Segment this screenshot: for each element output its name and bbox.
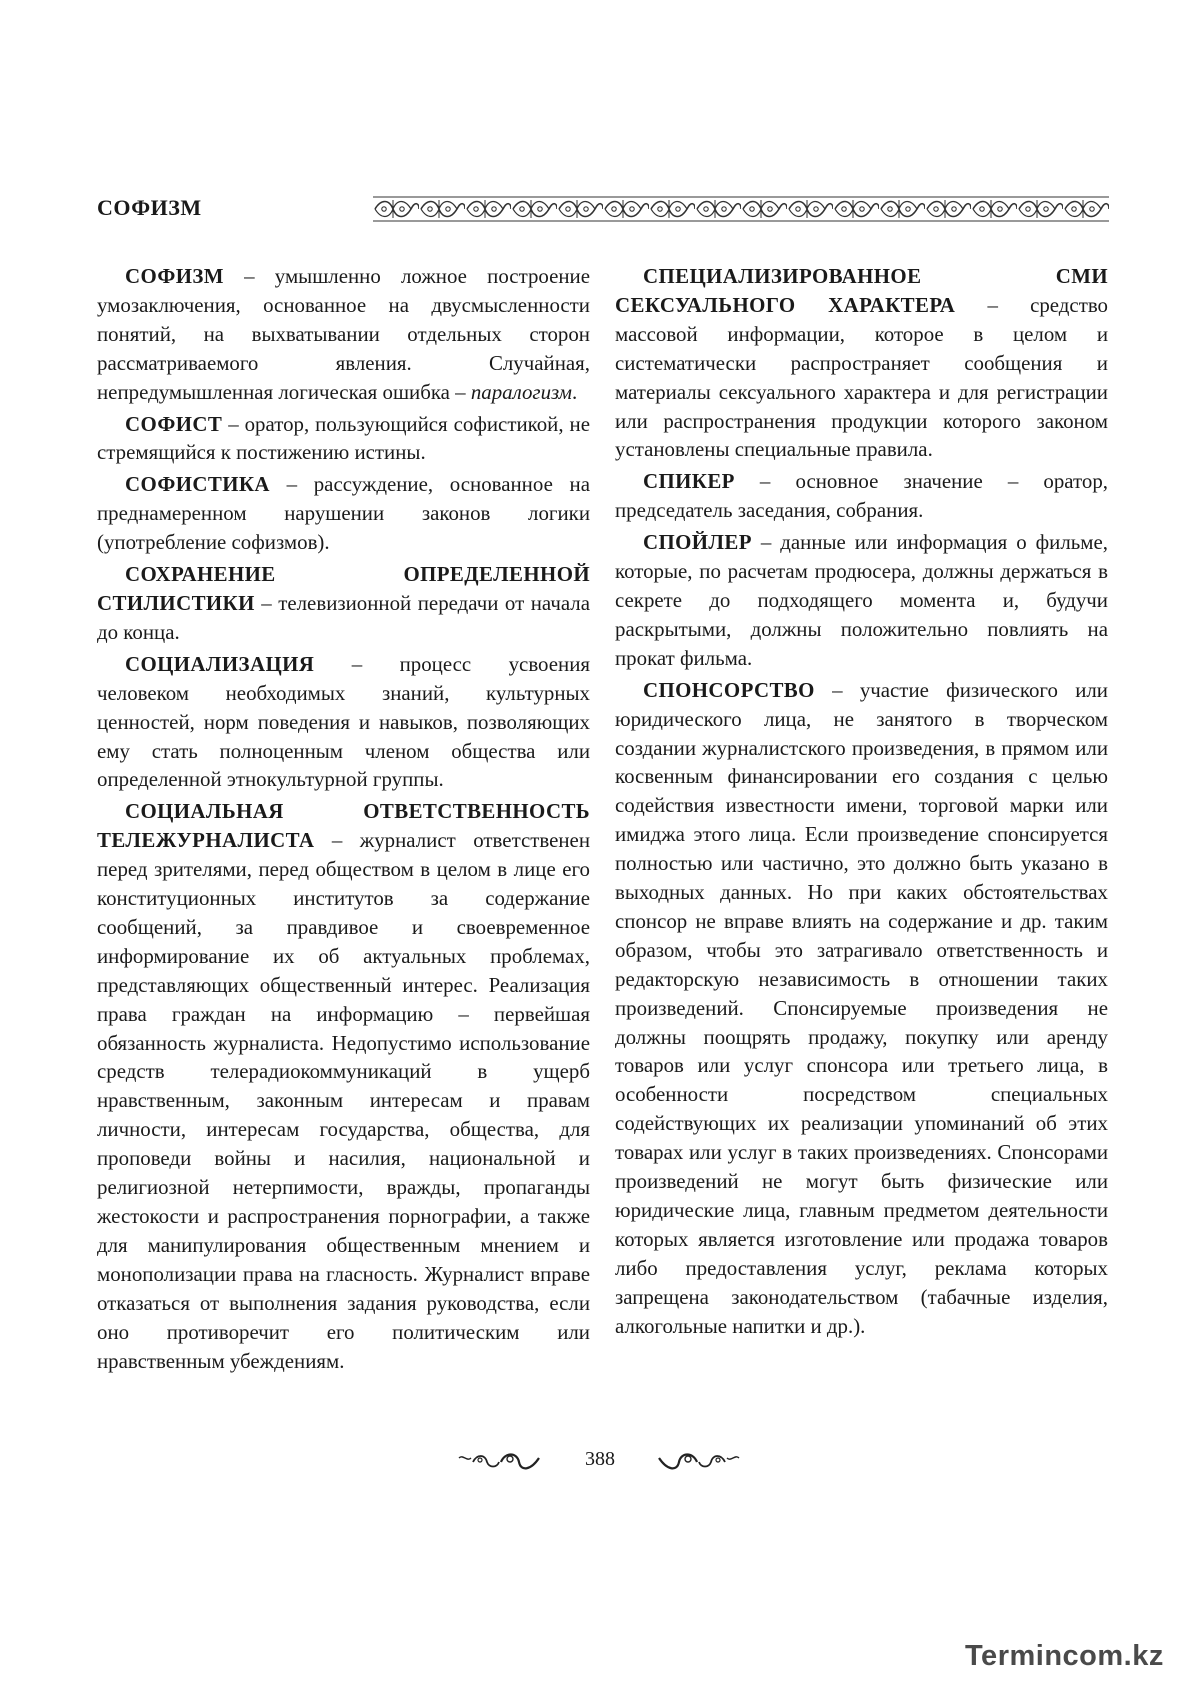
dictionary-entry bbox=[97, 797, 590, 1375]
swirl-ornament-icon bbox=[455, 1450, 543, 1474]
entry-emphasis: паралогизм bbox=[470, 379, 572, 404]
entry-term: СОХРАНЕНИЕ ОПРЕДЕЛЕННОЙ СТИЛИСТИКИ bbox=[97, 562, 590, 615]
entry-definition: – данные или информация о фильме, которые, по расчетам продюсера, должны держаться в секрете до подходящего момента и, будучи раскрытыми, должны положительно повлиять на прокат фильма. bbox=[615, 530, 1108, 670]
dictionary-entry bbox=[615, 467, 1108, 525]
entry-definition: – телевизионной передачи от начала до конца. bbox=[97, 590, 590, 644]
left-column bbox=[97, 262, 590, 1378]
running-head: СОФИЗМ bbox=[97, 195, 202, 220]
entry-definition: – процесс усвоения человеком необходимых знаний, культурных ценностей, норм поведения и навыков, позволяющих ему стать полноценным членом общества или определенной этнокультурной группы. bbox=[97, 651, 590, 792]
entry-term: СОЦИАЛИЗАЦИЯ bbox=[125, 651, 315, 676]
entry-tail: . bbox=[572, 379, 578, 404]
entry-definition: – журналист ответственен перед зрителями, перед обществом в целом в лице его конституционных институтов за содержание сообщений, за правдивое и своевременное информирование их об актуальных проблемах, представляющих общественный интерес. Реализация права граждан на информацию – первейшая обязанность журналиста. Недопустимо использование средств телерадиокоммуникаций в ущерб нравственным, законным интересам и правам личности, интересам государства, общества, для проповеди войны и насилия, национальной и религиозной нетерпимости, вражды, пропаганды жестокости и распространения порнографии, а также для манипулирования общественным мнением и монополизации права на гласность. Журналист вправе отказаться от выполнения задания руководства, если оно противоречит его политическим или нравственным убеждениям. bbox=[97, 828, 590, 1373]
dictionary-entry bbox=[615, 676, 1108, 1341]
dictionary-entry bbox=[97, 650, 590, 795]
dictionary-entry bbox=[97, 410, 590, 468]
entry-definition: – оратор, пользующийся софистикой, не стремящийся к постижению истины. bbox=[97, 411, 590, 465]
entry-term: СОФИСТ bbox=[125, 411, 223, 436]
entry-term: СОФИЗМ bbox=[125, 264, 224, 288]
entry-term: СОФИСТИКА bbox=[125, 472, 270, 497]
page-footer bbox=[0, 1448, 1191, 1478]
right-column bbox=[615, 262, 1108, 1344]
dictionary-entry bbox=[615, 262, 1108, 464]
entry-definition: – участие физического или юридического лица, не занятого в творческом создании журналистского произведения, в прямом или косвенным финансировании его создания с целью содействия известности имени, торговой марки или имиджа этого лица. Если произведение спонсируется полностью или частично, это должно быть указано в выходных данных. Но при каких обстоятельствах спонсор не вправе влиять на содержание и др. таким образом, чтобы это затрагивало ответственность и редакторскую независимость в отношении таких произведений. Спонсируемые произведения не должны поощрять продажу, покупку или аренду товаров или услуг спонсора или третьего лица, в особенности посредством специальных содействующих их реализации упоминаний об этих товарах или услуг в таких произведениях. Спонсорами произведений не могут быть физические или юридические лица, главным предметом деятельности которых является изготовление или продажа товаров либо предоставления услуг, реклама которых запрещена законодательством (табачные изделия, алкогольные напитки и др.). bbox=[615, 677, 1108, 1338]
entry-term: СПОНСОРСТВО bbox=[643, 677, 815, 702]
page-number: 388 bbox=[585, 1448, 615, 1470]
entry-term: СОЦИАЛЬНАЯ ОТВЕТСТВЕННОСТЬ ТЕЛЕЖУРНАЛИСТА bbox=[97, 799, 590, 853]
entry-definition: – умышленно ложное построение умозаключения, основанное на двусмысленности понятий, на выхватывании отдельных сторон рассматриваемого явления. Случайная, непредумышленная логическая ошибка – bbox=[97, 264, 590, 404]
swirl-ornament-icon bbox=[655, 1450, 743, 1474]
dictionary-entry bbox=[97, 560, 590, 647]
entry-definition: – средство массовой информации, которое в целом и систематически распространяет сообщения и материалы сексуального характера и для регистрации или распространения продукции которого законом установлены специальные правила. bbox=[615, 292, 1108, 462]
dictionary-entry bbox=[615, 528, 1108, 673]
entry-term: СПИКЕР bbox=[643, 469, 735, 494]
entry-definition: – рассуждение, основанное на преднамеренном нарушении законов логики (употребление софизмов). bbox=[97, 472, 590, 555]
entry-term: СПОЙЛЕР bbox=[643, 530, 752, 555]
dictionary-entry bbox=[97, 470, 590, 557]
site-watermark: Termincom.kz bbox=[965, 1640, 1164, 1672]
dictionary-entry bbox=[97, 262, 590, 407]
entry-term: СПЕЦИАЛИЗИРОВАННОЕ СМИ СЕКСУАЛЬНОГО ХАРАКТЕРА bbox=[615, 264, 1108, 317]
entry-definition: – основное значение – оратор, председатель заседания, собрания. bbox=[615, 469, 1108, 523]
ornament-band-icon bbox=[373, 196, 1109, 222]
